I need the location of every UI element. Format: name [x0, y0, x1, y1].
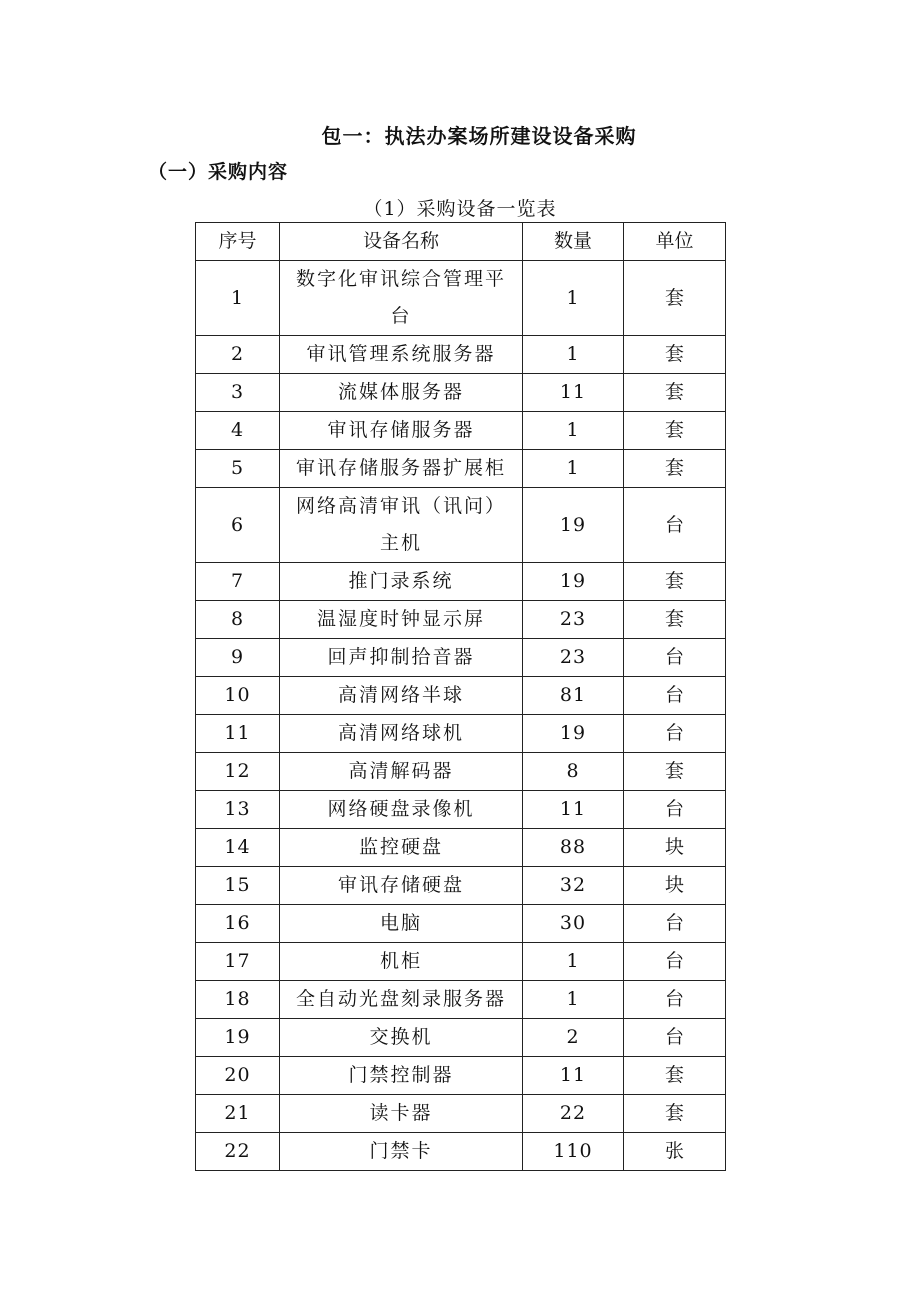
cell-no: 2: [196, 336, 280, 374]
cell-equipment-name: 审讯存储服务器扩展柜: [280, 450, 523, 488]
cell-no: 10: [196, 677, 280, 715]
cell-no: 16: [196, 905, 280, 943]
cell-equipment-name: 流媒体服务器: [280, 374, 523, 412]
cell-no: 13: [196, 791, 280, 829]
cell-no: 21: [196, 1095, 280, 1133]
table-row: [196, 753, 726, 791]
cell-unit: 台: [624, 639, 726, 677]
cell-equipment-name: 读卡器: [280, 1095, 523, 1133]
table-row: [196, 639, 726, 677]
cell-equipment-name: 门禁控制器: [280, 1057, 523, 1095]
cell-unit: 套: [624, 1057, 726, 1095]
table-row: [196, 905, 726, 943]
cell-equipment-name: 高清网络球机: [280, 715, 523, 753]
cell-equipment-name: 电脑: [280, 905, 523, 943]
cell-unit: 台: [624, 677, 726, 715]
cell-equipment-name: 全自动光盘刻录服务器: [280, 981, 523, 1019]
cell-quantity: 2: [523, 1019, 624, 1057]
cell-unit: 台: [624, 981, 726, 1019]
cell-no: 15: [196, 867, 280, 905]
table-row: [196, 374, 726, 412]
cell-quantity: 8: [523, 753, 624, 791]
table-row: [196, 1095, 726, 1133]
cell-quantity: 110: [523, 1133, 624, 1171]
cell-no: 8: [196, 601, 280, 639]
cell-equipment-name: 网络高清审讯（讯问）主机: [280, 488, 523, 563]
cell-equipment-name: 门禁卡: [280, 1133, 523, 1171]
header-no: 序号: [196, 223, 280, 261]
cell-quantity: 88: [523, 829, 624, 867]
cell-quantity: 11: [523, 374, 624, 412]
table-row: [196, 601, 726, 639]
cell-unit: 台: [624, 791, 726, 829]
cell-unit: 块: [624, 829, 726, 867]
table-row: [196, 336, 726, 374]
cell-quantity: 1: [523, 943, 624, 981]
cell-quantity: 19: [523, 563, 624, 601]
cell-quantity: 22: [523, 1095, 624, 1133]
cell-unit: 套: [624, 261, 726, 336]
cell-equipment-name: 审讯存储硬盘: [280, 867, 523, 905]
cell-unit: 台: [624, 943, 726, 981]
cell-quantity: 11: [523, 1057, 624, 1095]
cell-unit: 套: [624, 753, 726, 791]
table-row: [196, 791, 726, 829]
table-row: [196, 981, 726, 1019]
cell-equipment-name: 网络硬盘录像机: [280, 791, 523, 829]
cell-quantity: 81: [523, 677, 624, 715]
cell-no: 6: [196, 488, 280, 563]
cell-quantity: 30: [523, 905, 624, 943]
cell-quantity: 1: [523, 412, 624, 450]
table-row: [196, 412, 726, 450]
cell-quantity: 11: [523, 791, 624, 829]
cell-quantity: 32: [523, 867, 624, 905]
cell-no: 11: [196, 715, 280, 753]
cell-unit: 台: [624, 905, 726, 943]
cell-equipment-name: 推门录系统: [280, 563, 523, 601]
cell-unit: 台: [624, 488, 726, 563]
cell-unit: 台: [624, 1019, 726, 1057]
table-row: [196, 261, 726, 336]
cell-equipment-name: 回声抑制拾音器: [280, 639, 523, 677]
cell-unit: 套: [624, 412, 726, 450]
cell-quantity: 1: [523, 981, 624, 1019]
cell-quantity: 1: [523, 261, 624, 336]
cell-no: 12: [196, 753, 280, 791]
table-row: [196, 1057, 726, 1095]
cell-unit: 套: [624, 1095, 726, 1133]
cell-no: 7: [196, 563, 280, 601]
cell-unit: 套: [624, 563, 726, 601]
cell-no: 1: [196, 261, 280, 336]
table-row: [196, 1133, 726, 1171]
cell-equipment-name: 监控硬盘: [280, 829, 523, 867]
cell-equipment-name: 机柜: [280, 943, 523, 981]
cell-unit: 台: [624, 715, 726, 753]
table-row: [196, 488, 726, 563]
table-row: [196, 943, 726, 981]
cell-quantity: 1: [523, 450, 624, 488]
cell-quantity: 19: [523, 488, 624, 563]
table-row: [196, 1019, 726, 1057]
table-caption: （1）采购设备一览表: [363, 198, 557, 220]
cell-no: 3: [196, 374, 280, 412]
cell-unit: 张: [624, 1133, 726, 1171]
cell-quantity: 19: [523, 715, 624, 753]
cell-no: 9: [196, 639, 280, 677]
cell-no: 19: [196, 1019, 280, 1057]
cell-no: 18: [196, 981, 280, 1019]
cell-unit: 套: [624, 336, 726, 374]
cell-equipment-name: 高清网络半球: [280, 677, 523, 715]
table-row: [196, 867, 726, 905]
cell-no: 17: [196, 943, 280, 981]
cell-equipment-name: 审讯存储服务器: [280, 412, 523, 450]
cell-unit: 块: [624, 867, 726, 905]
header-unit: 单位: [624, 223, 726, 261]
table-row: [196, 677, 726, 715]
document-title: 包一：执法办案场所建设设备采购: [321, 124, 637, 148]
cell-quantity: 23: [523, 639, 624, 677]
cell-equipment-name: 高清解码器: [280, 753, 523, 791]
section-heading: （一）采购内容: [148, 161, 289, 183]
cell-no: 20: [196, 1057, 280, 1095]
header-name: 设备名称: [280, 223, 523, 261]
cell-equipment-name: 温湿度时钟显示屏: [280, 601, 523, 639]
cell-no: 22: [196, 1133, 280, 1171]
table-row: [196, 563, 726, 601]
table-header-row: [196, 223, 726, 261]
cell-equipment-name: 交换机: [280, 1019, 523, 1057]
cell-unit: 套: [624, 450, 726, 488]
cell-equipment-name: 数字化审讯综合管理平台: [280, 261, 523, 336]
cell-no: 14: [196, 829, 280, 867]
table-row: [196, 715, 726, 753]
cell-quantity: 23: [523, 601, 624, 639]
cell-no: 4: [196, 412, 280, 450]
table-body: [196, 261, 726, 1171]
cell-equipment-name: 审讯管理系统服务器: [280, 336, 523, 374]
header-qty: 数量: [523, 223, 624, 261]
equipment-table: [195, 222, 726, 1171]
table-row: [196, 450, 726, 488]
table-row: [196, 829, 726, 867]
cell-unit: 套: [624, 374, 726, 412]
cell-quantity: 1: [523, 336, 624, 374]
cell-unit: 套: [624, 601, 726, 639]
cell-no: 5: [196, 450, 280, 488]
